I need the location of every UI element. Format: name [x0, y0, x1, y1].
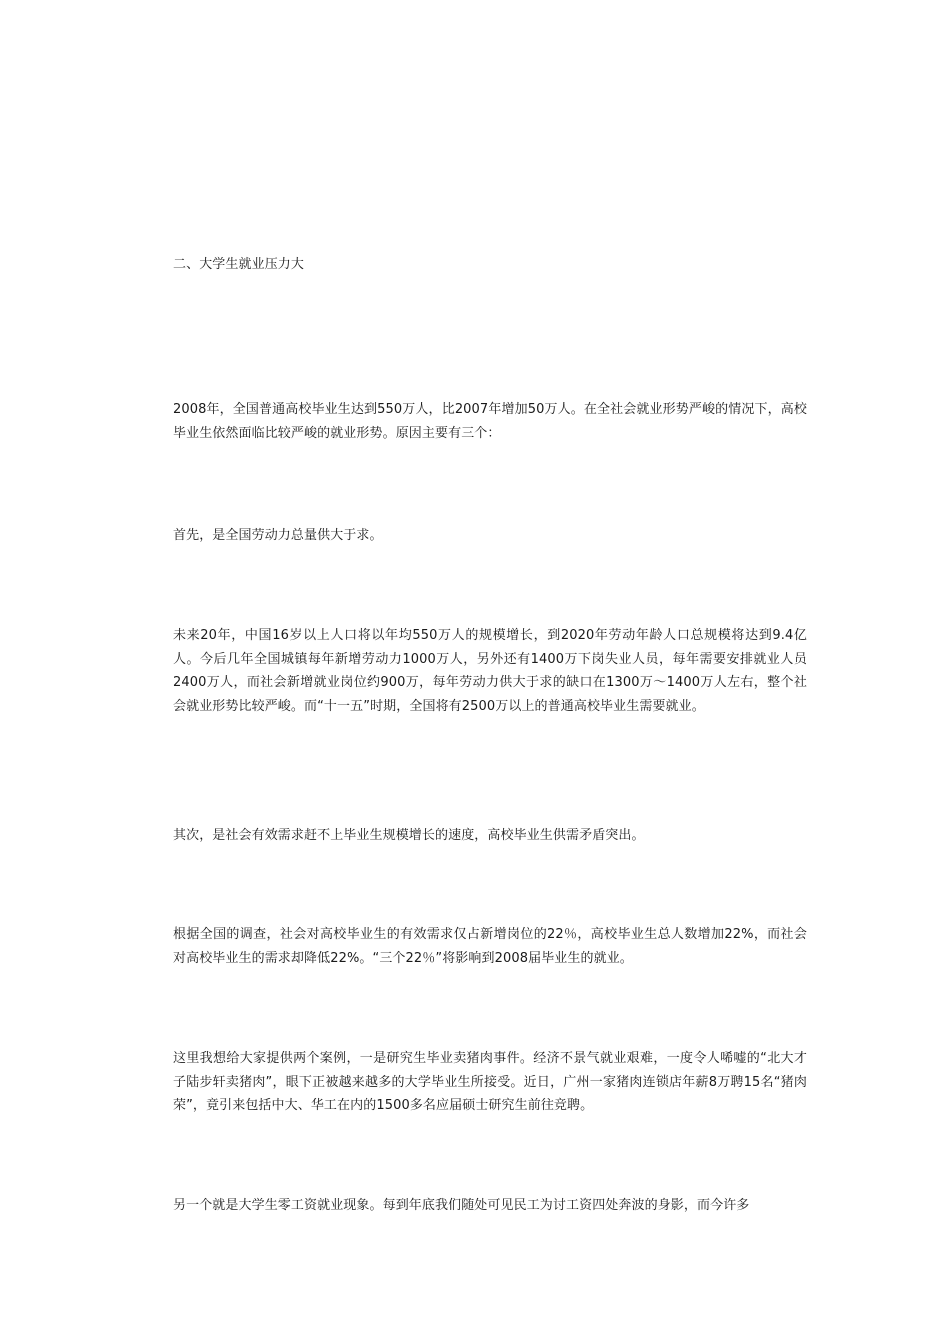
section-heading: 二、大学生就业压力大 [173, 257, 305, 272]
paragraph-case-one: 这里我想给大家提供两个案例，一是研究生毕业卖猪肉事件。经济不景气就业艰难，一度令人唏嘘的“北大才子陆步轩卖猪肉”，眼下正被越来越多的大学毕业生所接受。近日，广州一家猪肉连锁店年薪8万聘15名“猪肉荣”，竟引来包括中大、华工在内的1500多名应届硕士研究生前往竞聘。 [173, 1051, 807, 1113]
paragraph-reason-one: 首先，是全国劳动力总量供大于求。 [173, 528, 383, 543]
paragraph-survey: 根据全国的调查，社会对高校毕业生的有效需求仅占新增岗位的22％，高校毕业生总人数增加22%，而社会对高校毕业生的需求却降低22%。“三个22％”将影响到2008届毕业生的就业。 [173, 927, 807, 966]
paragraph-labor-supply: 未来20年，中国16岁以上人口将以年均550万人的规模增长，到2020年劳动年龄人口总规模将达到9.4亿人。今后几年全国城镇每年新增劳动力1000万人，另外还有1400万下岗失业人员，每年需要安排就业人员2400万人，而社会新增就业岗位约900万，每年劳动力供大于求的缺口在1300万～1400万人左右，整个社会就业形势比较严峻。而“十一五”时期，全国将有2500万以上的普通高校毕业生需要就业。 [173, 628, 807, 714]
paragraph-case-two: 另一个就是大学生零工资就业现象。每到年底我们随处可见民工为讨工资四处奔波的身影，而今许多 [173, 1198, 750, 1213]
paragraph-graduate-count: 2008年，全国普通高校毕业生达到550万人，比2007年增加50万人。在全社会就业形势严峻的情况下，高校毕业生依然面临比较严峻的就业形势。原因主要有三个： [173, 402, 807, 441]
paragraph-reason-two: 其次，是社会有效需求赶不上毕业生规模增长的速度，高校毕业生供需矛盾突出。 [173, 828, 645, 843]
